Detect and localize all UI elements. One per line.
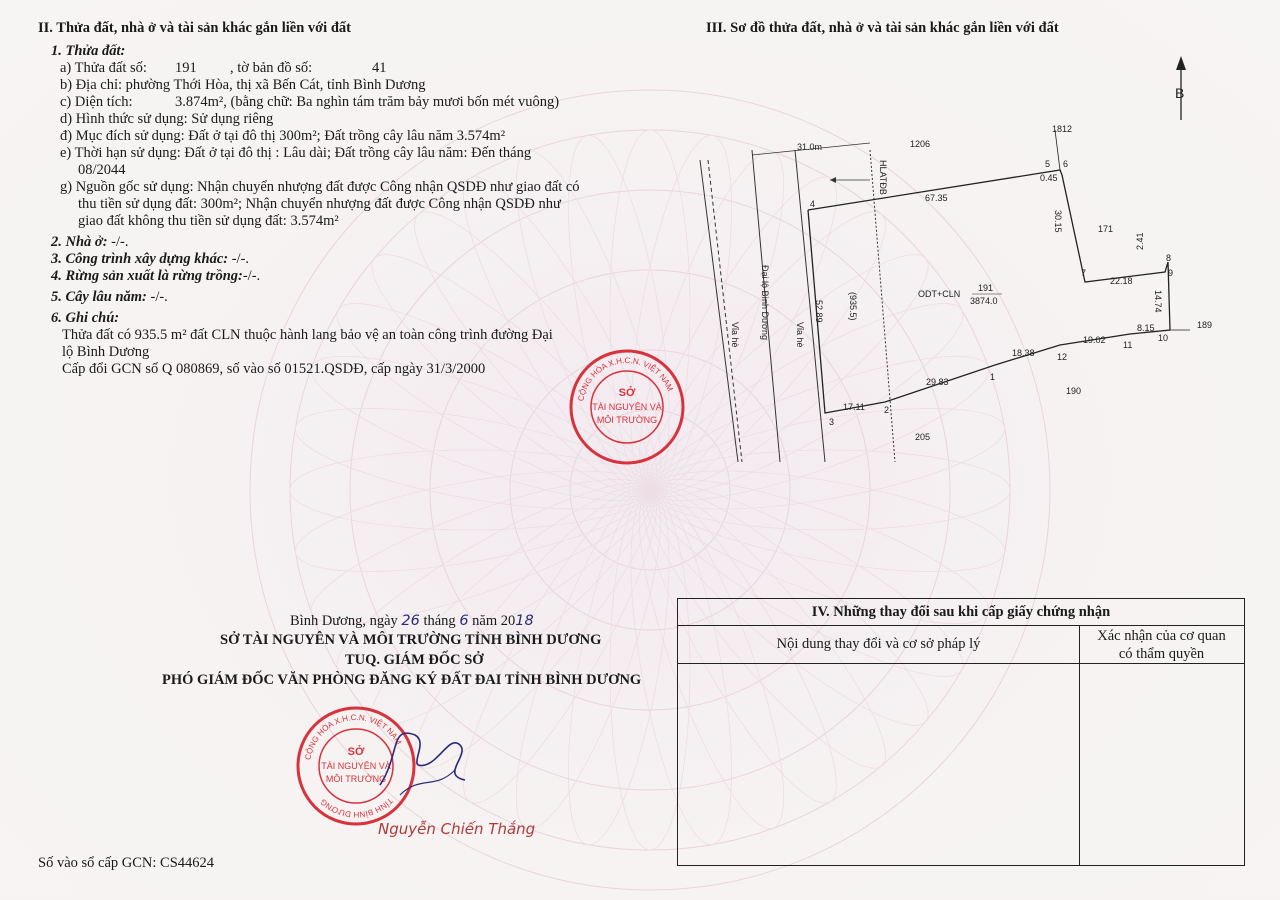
svg-text:205: 205 xyxy=(915,432,931,442)
svg-text:12: 12 xyxy=(1057,352,1068,362)
svg-text:17.11: 17.11 xyxy=(843,402,865,412)
origin-line3: giao đất không thu tiền sử dụng đất: 3.574m² xyxy=(78,213,339,229)
svg-text:TỈNH BÌNH DƯƠNG: TỈNH BÌNH DƯƠNG xyxy=(318,796,395,820)
changes-col-confirmation: Xác nhận của cơ quan có thẩm quyền xyxy=(1079,625,1244,664)
signer-title: PHÓ GIÁM ĐỐC VĂN PHÒNG ĐĂNG KÝ ĐẤT ĐAI TỈNH BÌNH DƯƠNG xyxy=(162,672,642,688)
svg-text:ODT+CLN: ODT+CLN xyxy=(918,289,961,299)
svg-text:8: 8 xyxy=(1166,253,1172,263)
section-5-title: 5. Cây lâu năm: xyxy=(51,289,147,305)
svg-text:19.02: 19.02 xyxy=(1083,335,1106,345)
section-ii-title: II. Thửa đất, nhà ở và tài sản khác gắn liền với đất xyxy=(38,20,351,36)
section-2-title: 2. Nhà ở: xyxy=(51,234,108,250)
changes-table-divider xyxy=(1079,625,1080,865)
svg-text:Vỉa hè: Vỉa hè xyxy=(795,322,805,348)
svg-text:1812: 1812 xyxy=(1052,124,1073,134)
sign-month: 6 xyxy=(459,613,469,629)
section-6-title: 6. Ghi chú: xyxy=(51,310,120,326)
section-1-title: 1. Thửa đất: xyxy=(51,43,126,59)
svg-text:6: 6 xyxy=(1063,159,1069,169)
north-label: B xyxy=(1175,85,1185,101)
origin-line1: g) Nguồn gốc sử dụng: Nhận chuyển nhượng đất được Công nhận QSDĐ như giao đất có xyxy=(60,179,580,195)
seal-ring-text: CỘNG HÒA X.H.C.N. VIỆT NAM xyxy=(576,355,675,402)
svg-text:5: 5 xyxy=(1045,159,1051,169)
section-iii-title: III. Sơ đồ thửa đất, nhà ở và tài sản khác gắn liền với đất xyxy=(706,20,1059,36)
svg-text:1: 1 xyxy=(990,372,996,382)
section-3 xyxy=(51,251,249,268)
svg-text:189: 189 xyxy=(1197,320,1213,330)
svg-text:190: 190 xyxy=(1066,386,1082,396)
parcel-sketch xyxy=(690,50,1250,470)
changes-table-title: IV. Những thay đổi sau khi cấp giấy chứng nhận xyxy=(678,599,1244,626)
section-5 xyxy=(51,289,168,306)
svg-text:0.45: 0.45 xyxy=(1040,173,1058,183)
svg-text:14.74: 14.74 xyxy=(1153,290,1163,313)
svg-text:191: 191 xyxy=(978,283,994,293)
svg-text:8.15: 8.15 xyxy=(1137,323,1155,333)
svg-text:SỞ: SỞ xyxy=(618,387,636,399)
address-line: b) Địa chỉ: phường Thới Hòa, thị xã Bến Cát, tỉnh Bình Dương xyxy=(60,77,426,93)
map-sheet-value: 41 xyxy=(372,60,387,76)
svg-text:7: 7 xyxy=(1081,268,1087,278)
sign-day: 26 xyxy=(401,613,420,629)
svg-text:30.15: 30.15 xyxy=(1053,210,1063,233)
svg-text:1206: 1206 xyxy=(910,139,931,149)
svg-text:22.18: 22.18 xyxy=(1110,276,1133,286)
use-form-line: d) Hình thức sử dụng: Sử dụng riêng xyxy=(60,111,274,127)
section-2 xyxy=(51,234,128,251)
use-term-line1: e) Thời hạn sử dụng: Đất ở tại đô thị : Lâu dài; Đất trồng cây lâu năm: Đến tháng xyxy=(60,145,532,161)
section-3-value: -/-. xyxy=(228,251,250,267)
section-4 xyxy=(51,268,260,285)
use-term-line2: 08/2044 xyxy=(78,162,126,178)
section-4-title: 4. Rừng sản xuất là rừng trồng: xyxy=(51,268,243,284)
area-label: c) Diện tích: xyxy=(60,94,133,110)
svg-text:10: 10 xyxy=(1158,333,1169,343)
svg-text:MÔI TRƯỜNG: MÔI TRƯỜNG xyxy=(596,415,658,425)
svg-text:67.35: 67.35 xyxy=(925,193,948,203)
svg-text:3874.0: 3874.0 xyxy=(970,296,998,306)
north-arrow-icon xyxy=(1175,56,1186,120)
svg-text:9: 9 xyxy=(1168,268,1174,278)
parcel-number-value: 191 xyxy=(175,60,197,76)
svg-text:CỘNG HÒA X.H.C.N. VIỆT NAM: CỘNG HÒA X.H.C.N. VIỆT NAM xyxy=(303,712,404,761)
area-value: 3.874m², (bằng chữ: Ba nghìn tám trăm bảy mươi bốn mét vuông) xyxy=(175,94,560,110)
signer-name: Nguyễn Chiến Thắng xyxy=(378,820,536,838)
section-4-value: -/-. xyxy=(242,268,261,284)
section-3-title: 3. Công trình xây dựng khác: xyxy=(51,251,229,267)
note-line3: Cấp đổi GCN số Q 080869, số vào số 01521.QSDĐ, cấp ngày 31/3/2000 xyxy=(62,361,486,377)
section-5-value: -/-. xyxy=(146,289,168,305)
svg-text:3: 3 xyxy=(829,417,835,427)
use-purpose-line: đ) Mục đích sử dụng: Đất ở tại đô thị 300m²; Đất trồng cây lâu năm 3.574m² xyxy=(60,128,506,144)
svg-text:4: 4 xyxy=(810,199,816,209)
svg-text:MÔI TRƯỜNG: MÔI TRƯỜNG xyxy=(325,774,387,784)
note-line1: Thửa đất có 935.5 m² đất CLN thuộc hành lang bảo vệ an toàn công trình đường Đại xyxy=(62,327,553,343)
svg-text:Đại lộ Bình Dương: Đại lộ Bình Dương xyxy=(760,265,770,340)
section-2-value: -/-. xyxy=(107,234,129,250)
issuing-agency: SỞ TÀI NGUYÊN VÀ MÔI TRƯỜNG TỈNH BÌNH DƯƠNG xyxy=(220,632,602,648)
changes-table xyxy=(677,598,1245,866)
svg-text:SỞ: SỞ xyxy=(347,746,365,758)
svg-text:2.41: 2.41 xyxy=(1135,232,1145,250)
official-seal-upper xyxy=(568,348,686,466)
authorization-line: TUQ. GIÁM ĐỐC SỞ xyxy=(345,652,484,668)
signature-mark xyxy=(370,715,480,805)
svg-text:171: 171 xyxy=(1098,224,1114,234)
parcel-number-label: a) Thửa đất số: xyxy=(60,60,147,76)
svg-text:11: 11 xyxy=(1123,340,1133,350)
svg-text:18.38: 18.38 xyxy=(1012,348,1035,358)
svg-text:31.0m: 31.0m xyxy=(797,142,823,152)
note-line2: lộ Bình Dương xyxy=(62,344,150,360)
sign-date: Bình Dương, ngày 26 tháng 6 năm 2018 xyxy=(290,613,534,629)
svg-text:TÀI NGUYÊN VÀ: TÀI NGUYÊN VÀ xyxy=(321,761,391,771)
svg-text:29.83: 29.83 xyxy=(926,377,949,387)
svg-text:Vỉa hè: Vỉa hè xyxy=(730,322,740,348)
svg-text:HLATĐB: HLATĐB xyxy=(878,160,888,195)
map-sheet-label: , tờ bản đồ số: xyxy=(230,60,313,76)
certificate-number: Số vào sổ cấp GCN: CS44624 xyxy=(38,855,215,871)
changes-col-content: Nội dung thay đổi và cơ sở pháp lý xyxy=(678,625,1079,664)
svg-text:52.89: 52.89 xyxy=(814,300,824,323)
svg-text:2: 2 xyxy=(884,405,890,415)
svg-text:TÀI NGUYÊN VÀ: TÀI NGUYÊN VÀ xyxy=(592,402,662,412)
sign-year: 18 xyxy=(515,613,534,629)
svg-text:(935.5): (935.5) xyxy=(848,292,858,321)
origin-line2: thu tiền sử dụng đất: 300m²; Nhận chuyển nhượng đất được Công nhận QSDĐ như xyxy=(78,196,561,212)
